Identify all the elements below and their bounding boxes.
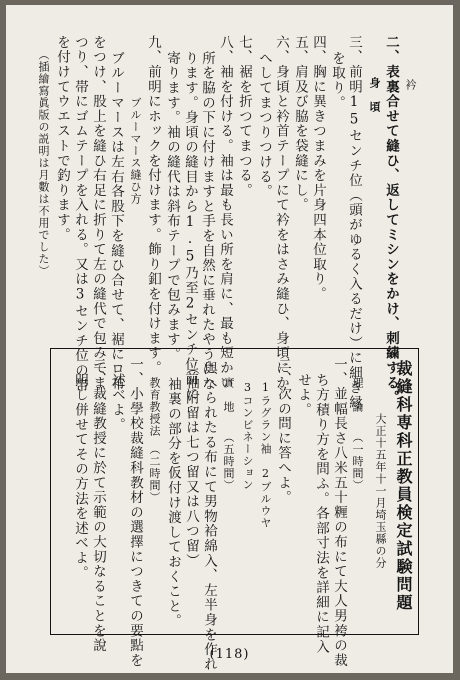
section-heading: ブルーマース縫ひ方 xyxy=(129,97,142,205)
exam-line: 3コンビネーション xyxy=(241,381,254,491)
text-line: をつけ、股上を縫ひ右足に折りて左の縫代で包みてま xyxy=(90,35,106,391)
exam-line: 1ラグラン袖 2ブルウヤ xyxy=(259,381,272,529)
text-line: つり、帯にゴムテープを入れる。又は3センチ位の帯 xyxy=(72,35,88,393)
text-line: 四、胸に異きつまみを片身四本位取り。 xyxy=(310,35,326,302)
text-line: を付けてウエストで釣ります。 xyxy=(54,35,70,243)
exam-line: せよ。 xyxy=(295,373,311,418)
exam-line: 一、小學校裁縫科教材の選擇につきての要點を xyxy=(127,357,143,668)
text-line: 三、前明15センチ位（頭がゆるく入るだけ）に細き縁 xyxy=(346,35,362,410)
exam-title: 裁縫科専科正教員検定試験問題 xyxy=(394,360,413,612)
exam-line: 與へられたる布にて男物袷綿入、左半身を作れ xyxy=(201,361,217,672)
exam-line: 述べよ。 xyxy=(109,373,125,433)
text-line: 所を脇の下に付けますと手を自然に垂れたやうにな xyxy=(199,51,215,392)
text-line: 八、袖を付ける。袖は最も長い所を肩に、最も短かい xyxy=(217,35,233,391)
exam-line: 袖裏の部分を仮付け渡しておくこと。 xyxy=(165,377,181,629)
note-line: （插繪寫眞版の説明は月數は不用でした） xyxy=(37,49,50,277)
page-number: (118) xyxy=(209,647,250,662)
exam-line: 一、並幅長さ八米五十糎の布にて大人男袴の裁 xyxy=(331,357,347,668)
text-line: へしてまつりつける。 xyxy=(256,51,272,199)
text-line: を取り。 xyxy=(329,51,345,111)
exam-line: 明し併せてその方法を述べよ。 xyxy=(72,373,88,581)
section-heading: 身 頃 xyxy=(368,77,381,113)
exam-line: 二、裁縫教授に於て示範の大切なることを說 xyxy=(90,357,106,653)
exam-section-heading: 理 論 （一時間） xyxy=(351,377,364,492)
exam-subtitle: 大正十五年十一月埼玉縣の分 xyxy=(374,413,387,569)
text-line: 九、前明にホックを付けます。飾り釦を付けます。 xyxy=(145,35,161,376)
text-line: ります。身頃の縫目から1.5乃至2センチ位前に xyxy=(182,51,198,402)
document-page xyxy=(6,5,453,673)
exam-line: （袖附留は七つ留又は八つ留） xyxy=(183,361,199,569)
text-line: 五、肩及び脇を袋縫にし。 xyxy=(292,35,308,213)
section-heading: 衿 xyxy=(404,79,417,91)
text-line: ブルーマースは左右各股下を縫ひ合せて、裾にロ布 xyxy=(108,51,124,392)
exam-line: ち方積り方を問ふ。各部寸法を詳細に記入 xyxy=(313,373,329,655)
exam-line: 二、次の問に答へよ。 xyxy=(275,357,291,505)
exam-section-heading: 教育教授法 （二時間） xyxy=(148,377,161,504)
text-line: 六、身頃と衿首テープにて衿をはさみ縫ひ、身頃にか xyxy=(273,35,289,391)
text-line: 七、裾を折つてまつる。 xyxy=(236,35,252,198)
exam-section-heading: 實 地 （五時間） xyxy=(222,377,235,492)
text-line: 二、表裏合せて縫ひ、返してミシンをかけ、刺繍する。 xyxy=(383,35,399,405)
text-line: 寄ります。袖の縫代は斜布テープで包みます。 xyxy=(164,51,180,362)
